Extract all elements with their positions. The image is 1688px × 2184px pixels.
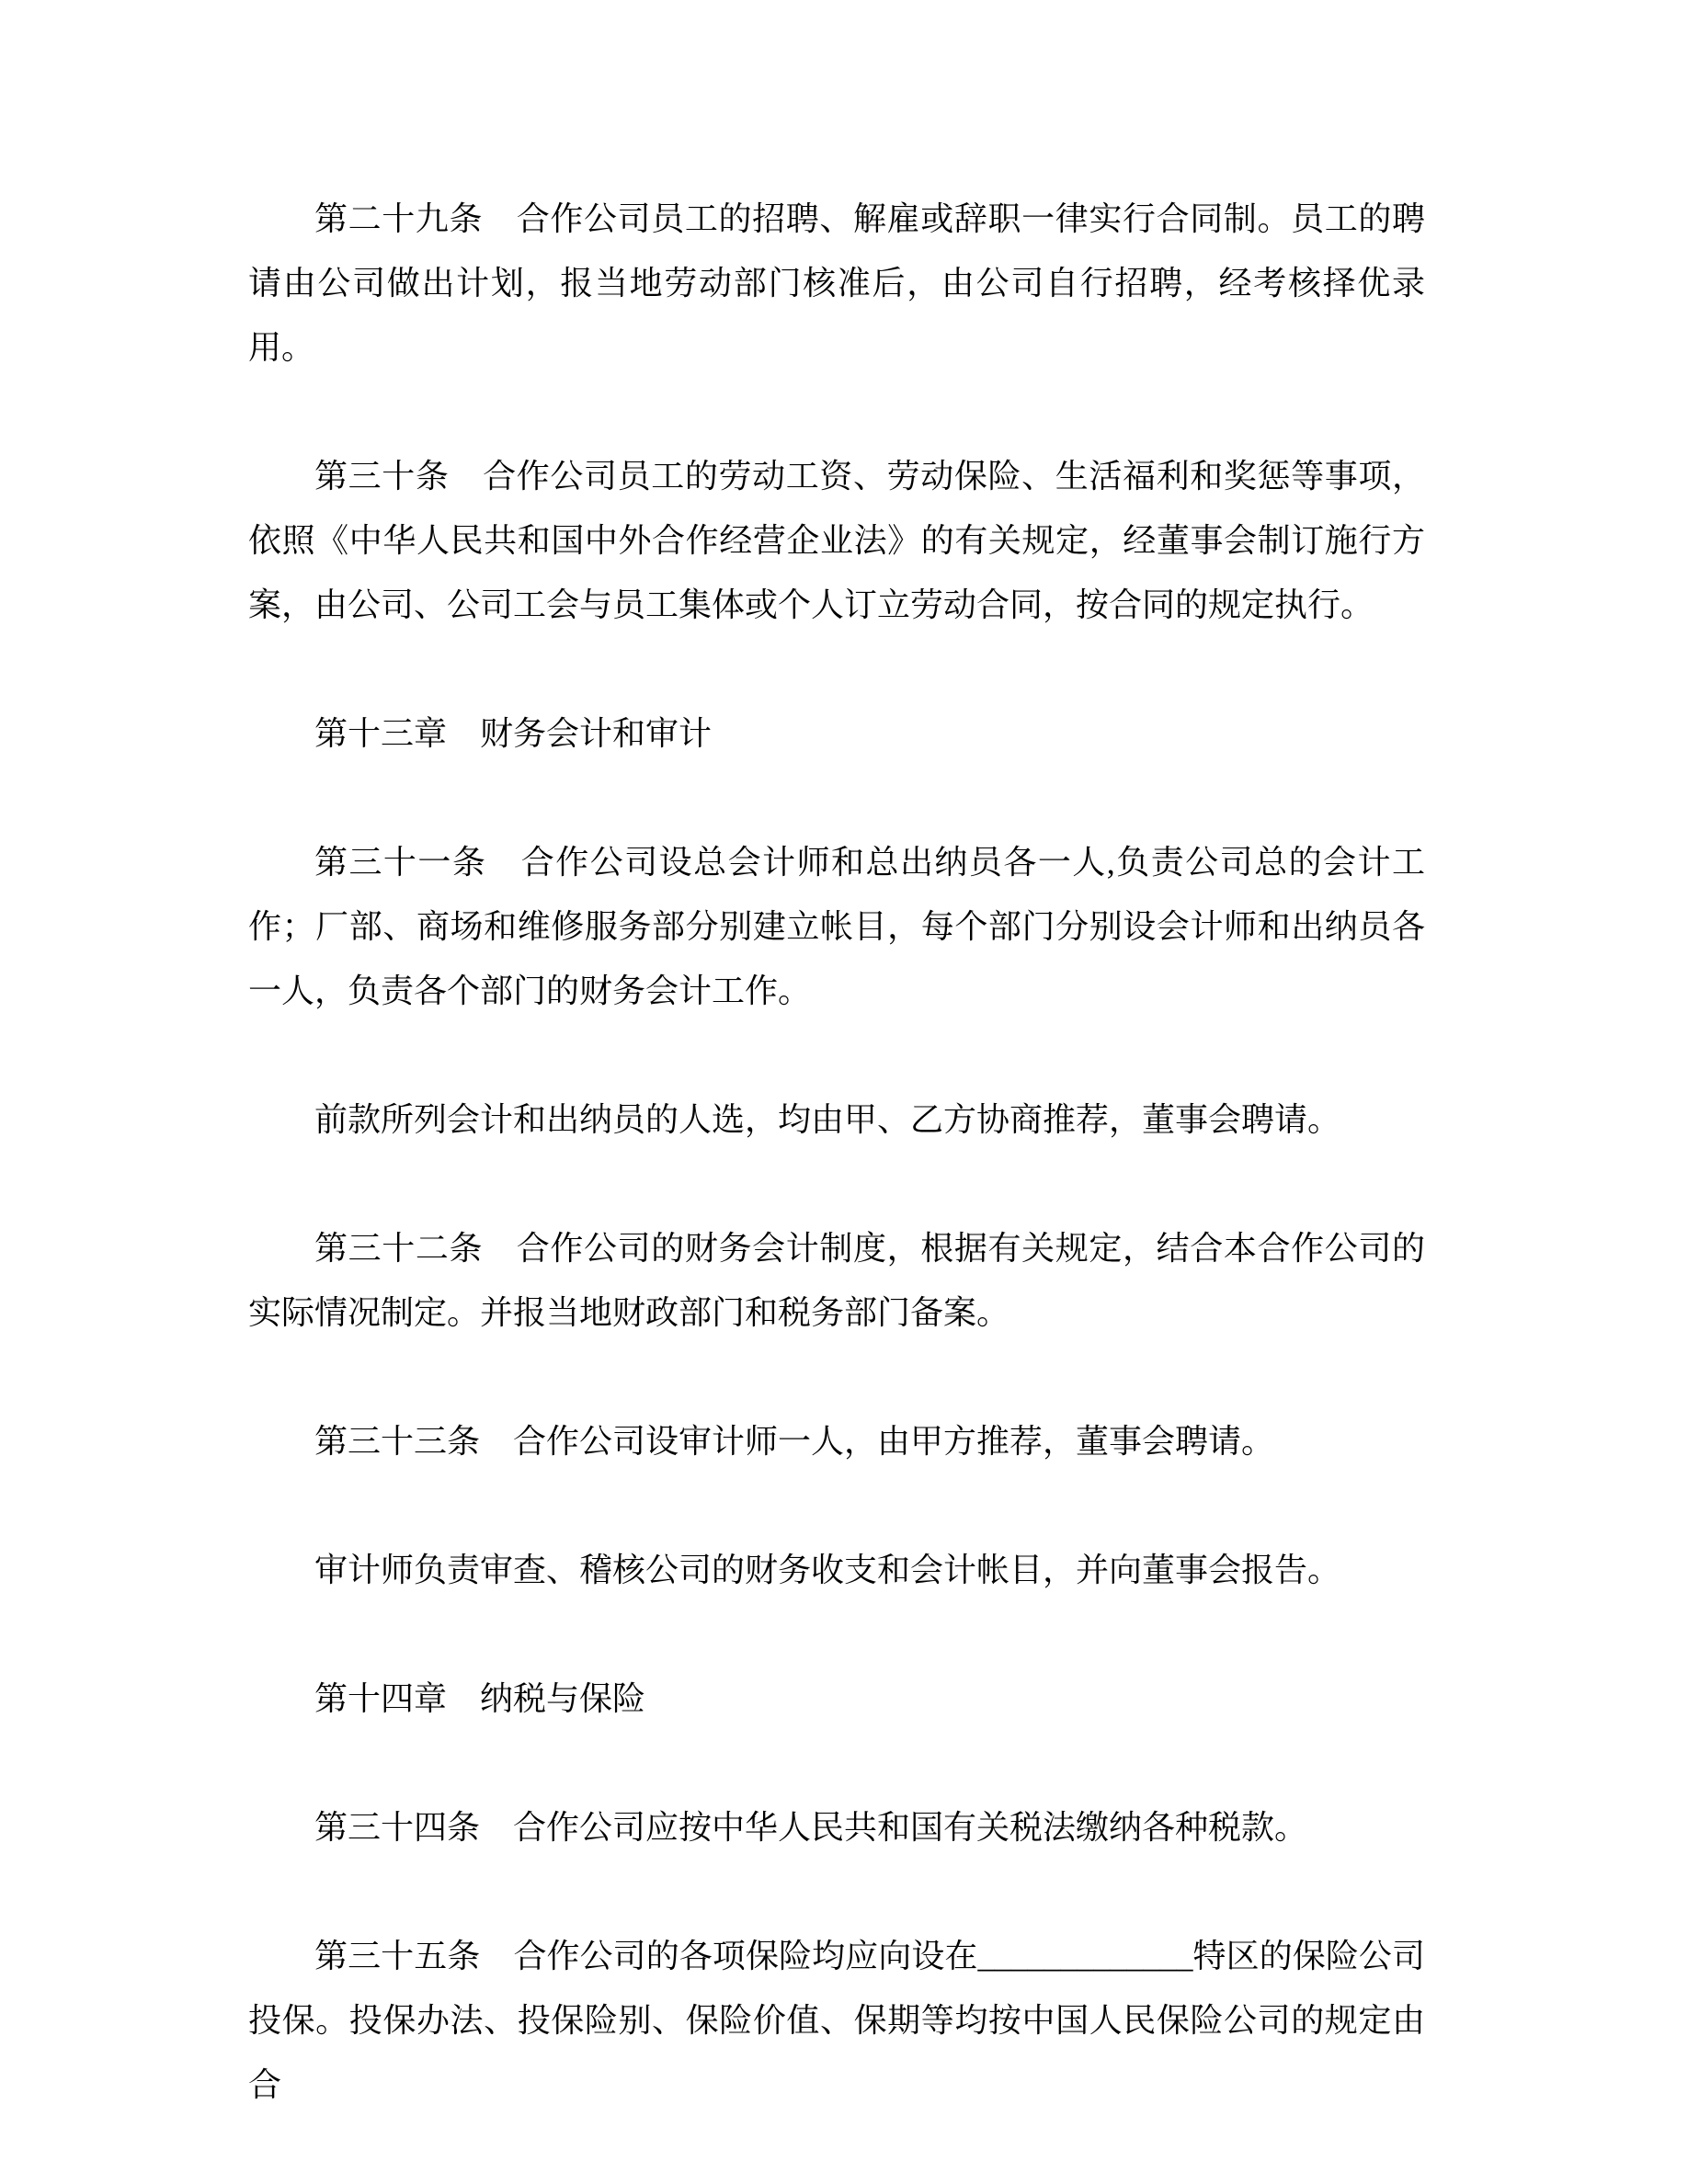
paragraph-article-33-continuation: 审计师负责审查、稽核公司的财务收支和会计帐目，并向董事会报告。 [314, 1552, 1341, 1588]
paragraph-article-33: 第三十三条 合作公司设审计师一人，由甲方推荐，董事会聘请。 [314, 1423, 1275, 1460]
paragraph-article-34: 第三十四条 合作公司应按中华人民共和国有关税法缴纳各种税款。 [314, 1809, 1308, 1846]
chapter-heading-13: 第十三章 财务会计和审计 [314, 715, 713, 752]
chapter-heading-14: 第十四章 纳税与保险 [314, 1680, 646, 1717]
paragraph-article-35: 第三十五条 合作公司的各项保险均应向设在_____________特区的保险公司投保。投保办法、投保险别、保险价值、保期等均按中国人民保险公司的规定由合 [248, 1938, 1425, 2103]
paragraph-article-31-continuation: 前款所列会计和出纳员的人选，均由甲、乙方协商推荐，董事会聘请。 [314, 1101, 1341, 1138]
paragraph-article-29: 第二十九条 合作公司员工的招聘、解雇或辞职一律实行合同制。员工的聘请由公司做出计划，报当地劳动部门核准后，由公司自行招聘，经考核择优录用。 [248, 200, 1425, 366]
paragraph-article-31: 第三十一条 合作公司设总会计师和总出纳员各一人,负责公司总的会计工作；厂部、商场和维修服务部分别建立帐目，每个部门分别设会计师和出纳员各一人，负责各个部门的财务会计工作。 [248, 844, 1425, 1009]
paragraph-article-32: 第三十二条 合作公司的财务会计制度，根据有关规定，结合本合作公司的实际情况制定。并报当地财政部门和税务部门备案。 [248, 1230, 1425, 1331]
paragraph-article-30: 第三十条 合作公司员工的劳动工资、劳动保险、生活福利和奖惩等事项，依照《中华人民共和国中外合作经营企业法》的有关规定，经董事会制订施行方案，由公司、公司工会与员工集体或个人订立劳动合同，按合同的规定执行。 [248, 458, 1425, 623]
